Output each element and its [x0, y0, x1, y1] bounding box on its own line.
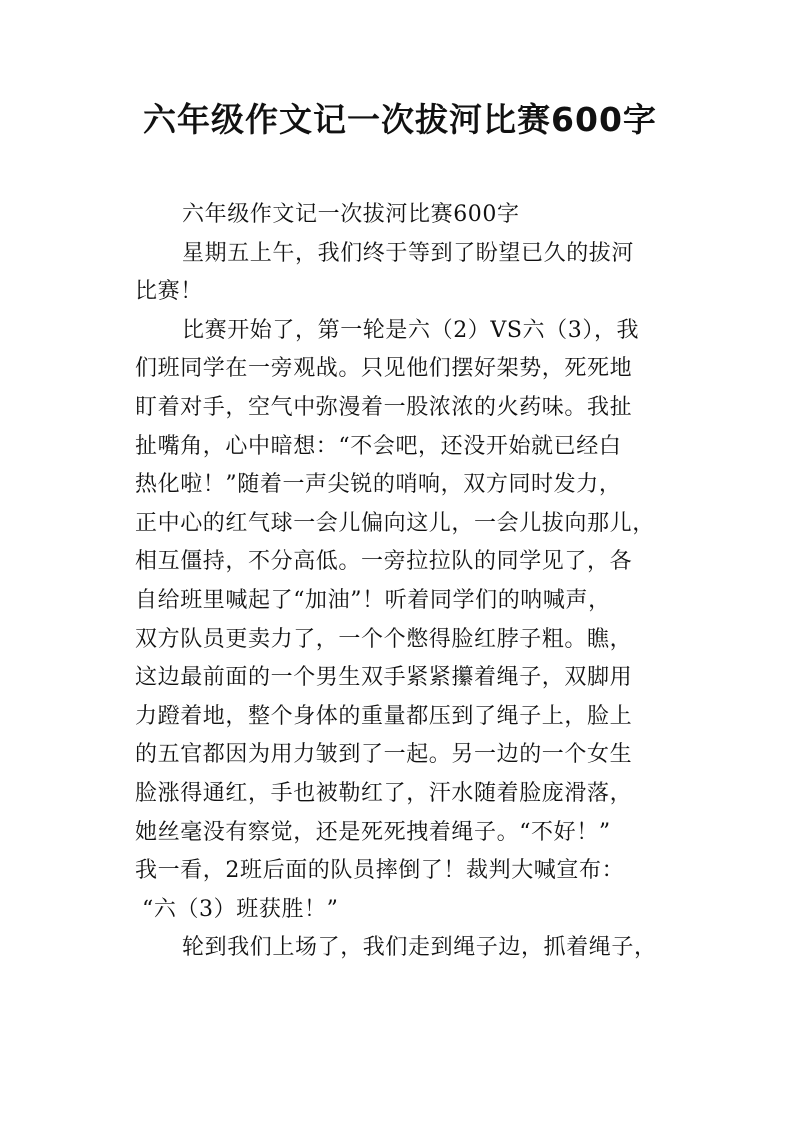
paragraph-line: “六（3）班获胜！” — [142, 896, 339, 922]
paragraph-line: 盯着对手，空气中弥漫着一股浓浓的火药味。我扯 — [135, 394, 633, 420]
paragraph-line: 热化啦！”随着一声尖锐的哨响，双方同时发力， — [135, 472, 622, 498]
paragraph-line: 双方队员更卖力了，一个个憋得脸红脖子粗。瞧， — [135, 626, 633, 652]
paragraph-line: 们班同学在一旁观战。只见他们摆好架势，死死地 — [135, 356, 633, 382]
paragraph-line: 脸涨得通红，手也被勒红了，汗水随着脸庞滑落， — [135, 780, 633, 806]
paragraph-line: 比赛开始了，第一轮是六（2）VS六（3），我 — [182, 317, 640, 343]
paragraph-line: 我一看，2班后面的队员摔倒了！裁判大喊宣布： — [135, 858, 625, 884]
subtitle-line: 六年级作文记一次拔河比赛600字 — [182, 202, 520, 227]
paragraph-line: 轮到我们上场了，我们走到绳子边，抓着绳子， — [182, 935, 657, 961]
paragraph-line: 她丝毫没有察觉，还是死死拽着绳子。“不好！” — [135, 819, 611, 845]
paragraph-line: 力蹬着地，整个身体的重量都压到了绳子上，脸上 — [135, 703, 633, 729]
paragraph-line: 相互僵持，不分高低。一旁拉拉队的同学见了，各 — [135, 549, 633, 575]
paragraph-line: 比赛！ — [135, 279, 203, 305]
paragraph-line: 正中心的红气球一会儿偏向这儿，一会儿拔向那儿， — [135, 510, 655, 536]
paragraph-line: 的五官都因为用力皱到了一起。另一边的一个女生 — [135, 742, 633, 768]
paragraph-line: 扯嘴角，心中暗想：“不会吧，还没开始就已经白 — [135, 433, 622, 459]
paragraph-line: 自给班里喊起了“加油”！听着同学们的呐喊声， — [135, 587, 611, 613]
page-title: 六年级作文记一次拔河比赛600字 — [143, 100, 657, 139]
paragraph-line: 星期五上午，我们终于等到了盼望已久的拔河 — [182, 240, 635, 266]
article-body — [135, 196, 665, 968]
paragraph-line: 这边最前面的一个男生双手紧紧攥着绳子，双脚用 — [135, 665, 633, 691]
